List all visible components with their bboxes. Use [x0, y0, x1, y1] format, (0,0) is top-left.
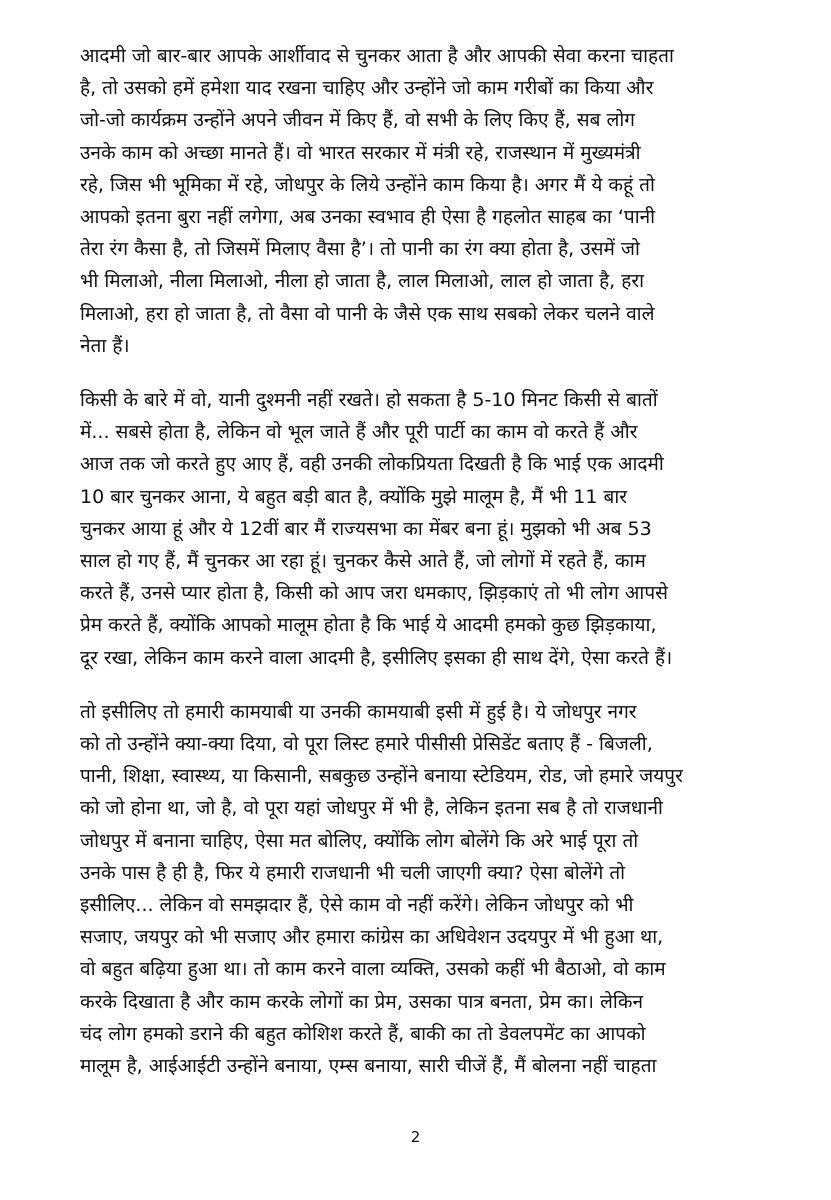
page-number: 2: [410, 1128, 421, 1146]
paragraph-1: आदमी जो बार-बार आपके आर्शीवाद से चुनकर आता है और आपकी सेवा करना चाहता है, तो उसको हमें हमेशा याद रखना चाहिए और उन्होंने जो काम गरीबों का किया और जो-जो कार्यक्रम उन्होंने अपने जीवन में किए हैं, वो सभी के लिए किए हैं, सब लोग उनके काम को अच्छा मानते हैं। वो भारत सरकार में मंत्री रहे, राजस्थान में मुख्यमंत्री रहे, जिस भी भूमिका में रहे, जोधपुर के लिये उन्होंने काम किया है। अगर मैं ये कहूं तो आपको इतना बुरा नहीं लगेगा, अब उनका स्वभाव ही ऐसा है गहलोत साहब का ‘पानी तेरा रंग कैसा है, तो जिसमें मिलाए वैसा है’। तो पानी का रंग क्या होता है, उसमें जो भी मिलाओ, नीला मिलाओ, नीला हो जाता है, लाल मिलाओ, लाल हो जाता है, हरा मिलाओ, हरा हो जाता है, तो वैसा वो पानी के जैसे एक साथ सबको लेकर चलने वाले नेता हैं।: [80, 45, 674, 357]
document-page: [80, 40, 770, 1190]
paragraph-2: किसी के बारे में वो, यानी दुश्मनी नहीं रखते। हो सकता है 5-10 मिनट किसी से बातों में... सबसे होता है, लेकिन वो भूल जाते हैं और पूरी पार्टी का काम वो करते हैं और आज तक जो करते हुए आए हैं, वही उनकी लोकप्रियता दिखती है कि भाई एक आदमी 10 बार चुनकर आना, ये बहुत बड़ी बात है, क्योंकि मुझे मालूम है, मैं भी 11 बार चुनकर आया हूं और ये 12वीं बार मैं राज्यसभा का मेंबर बना हूं। मुझको भी अब 53 साल हो गए हैं, मैं चुनकर आ रहा हूं। चुनकर कैसे आते हैं, जो लोगों में रहते हैं, काम करते हैं, उनसे प्यार होता है, किसी को आप जरा धमकाए, झिड़काएं तो भी लोग आपसे प्रेम करते हैं, क्योंकि आपको मालूम होता है कि भाई ये आदमी हमको कुछ झिड़काया, दूर रखा, लेकिन काम करने वाला आदमी है, इसीलिए इसका ही साथ देंगे, ऐसा करते हैं।: [80, 389, 673, 669]
paragraph-3: तो इसीलिए तो हमारी कामयाबी या उनकी कामयाबी इसी में हुई है। ये जोधपुर नगर को तो उन्होंने क्या-क्या दिया, वो पूरा लिस्ट हमारे पीसीसी प्रेसिडेंट बताए हैं - बिजली, पानी, शिक्षा, स्वास्थ्य, या किसानी, सबकुछ उन्होंने बनाया स्टेडियम, रोड, जो हमारे जयपुर को जो होना था, जो है, वो पूरा यहां जोधपुर में भी है, लेकिन इतना सब है तो राजधानी जोधपुर में बनाना चाहिए, ऐसा मत बोलिए, क्योंकि लोग बोलेंगे कि अरे भाई पूरा तो उनके पास है ही है, फिर ये हमारी राजधानी भी चली जाएगी क्या? ऐसा बोलेंगे तो इसीलिए... लेकिन वो समझदार हैं, ऐसे काम वो नहीं करेंगे। लेकिन जोधपुर को भी सजाए, जयपुर को भी सजाए और हमारा कांग्रेस का अधिवेशन उदयपुर में भी हुआ था, वो बहुत बढ़िया हुआ था। तो काम करने वाला व्यक्ति, उसको कहीं भी बैठाओ, वो काम करके दिखाता है और काम करके लोगों का प्रेम, उसका पात्र बनता, प्रेम का। लेकिन चंद लोग हमको डराने की बहुत कोशिश करते हैं, बाकी का तो डेवलपमेंट का आपको मालूम है, आईआईटी उन्होंने बनाया, एम्स बनाया, सारी चीजें हैं, मैं बोलना नहीं चाहता: [80, 700, 683, 1078]
